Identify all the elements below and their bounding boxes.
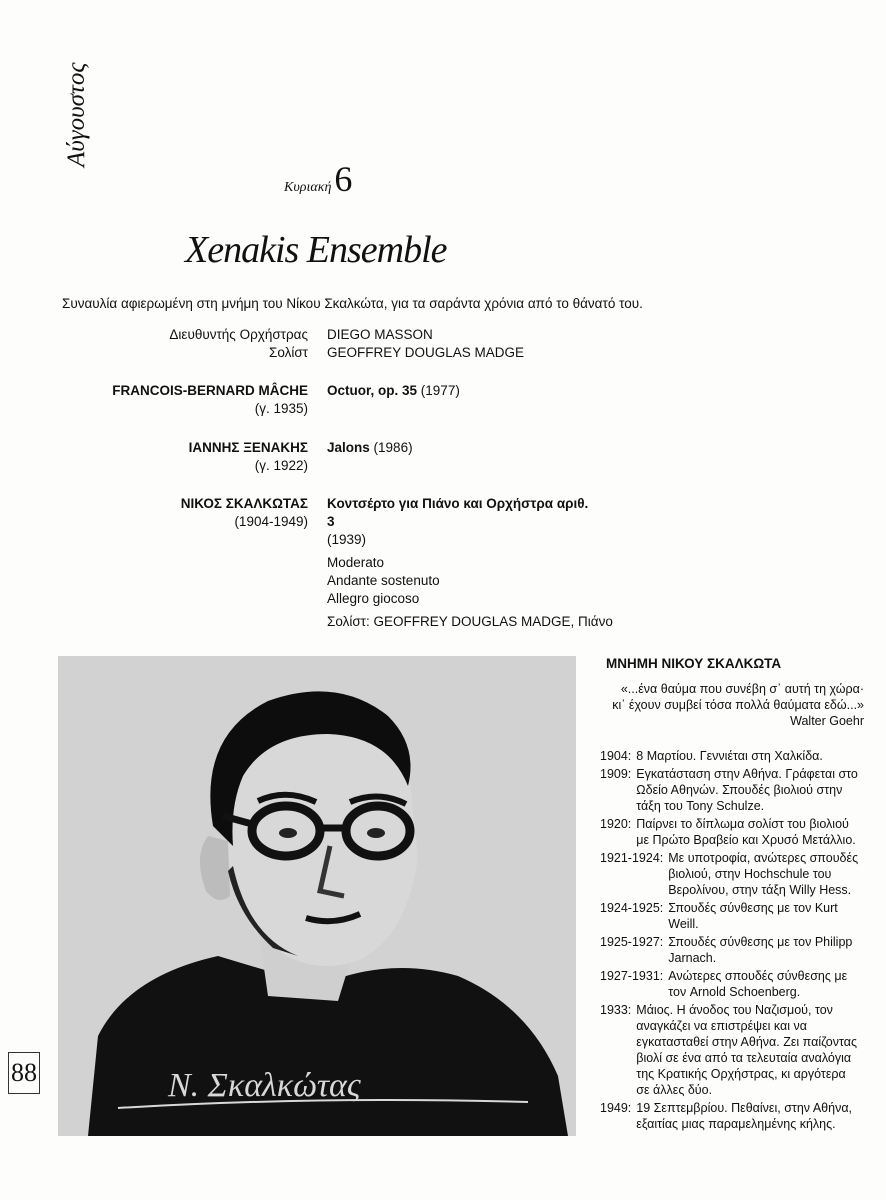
timeline-item (600, 934, 862, 966)
program-work (327, 495, 613, 631)
timeline-text: Παίρνει το δίπλωμα σολίστ του βιολιού με Πρώτο Βραβείο και Χρυσό Μετάλλιο. (636, 817, 856, 847)
portrait-photo (58, 656, 576, 1136)
month-label (46, 40, 106, 170)
concert-subtitle: Συναυλία αφιερωμένη στη μνήμη του Νίκου Σκαλκώτα, για τα σαράντα χρόνια από το θάνατό του. (62, 296, 643, 311)
movement: Andante sostenuto (327, 573, 440, 588)
timeline-text: Ανώτερες σπουδές σύνθεσης με τον Arnold Schoenberg. (668, 969, 848, 999)
timeline-year: 1909: (600, 767, 632, 781)
timeline-item (600, 748, 862, 764)
composer-dates: (γ. 1935) (254, 401, 308, 416)
program-composer (189, 439, 308, 475)
quote-text: «...ένα θαύμα που συνέβη σ᾽ αυτή τη χώρα· κι᾽ έχουν συμβεί τόσα πολλά θαύματα εδώ...» (612, 682, 864, 712)
timeline-item (600, 1002, 862, 1098)
timeline-item (600, 850, 862, 898)
work-year: (1939) (327, 532, 367, 547)
timeline-year: 1920: (600, 817, 632, 831)
timeline-year: 1927-1931: (600, 969, 664, 983)
timeline-text: Με υποτροφία, ανώτερες σπουδές βιολιού, στην Hochschule του Βερολίνου, στην τάξη Willy Hess. (668, 851, 859, 897)
timeline-item (600, 766, 862, 814)
performers-roles (169, 326, 308, 362)
timeline-year: 1904: (600, 749, 632, 763)
signature-text: Ν. Σκαλκώτας (168, 1067, 361, 1104)
soloist-line: Σολίστ: GEOFFREY DOUGLAS MADGE, Πιάνο (327, 614, 613, 629)
work-title: Κοντσέρτο για Πιάνο και Ορχήστρα αριθ. 3 (327, 496, 589, 529)
timeline-text: 19 Σεπτεμβρίου. Πεθαίνει, στην Αθήνα, εξαιτίας μιας παραμελημένης κήλης. (636, 1101, 853, 1131)
timeline-year: 1925-1927: (600, 935, 664, 949)
performers-names (327, 326, 524, 362)
memorial-quote (606, 681, 864, 729)
timeline-year: 1924-1925: (600, 901, 664, 915)
timeline-year: 1949: (600, 1101, 632, 1115)
composer-dates: (1904-1949) (234, 514, 308, 529)
program-composer (112, 382, 308, 418)
timeline-year: 1933: (600, 1003, 632, 1017)
portrait-illustration (58, 656, 576, 1136)
composer-name: FRANCOIS-BERNARD MÂCHE (112, 383, 308, 398)
movement: Allegro giocoso (327, 591, 420, 606)
month-text: Αύγουστος (63, 62, 90, 167)
day-label: Κυριακή (284, 180, 332, 195)
day-heading (284, 158, 352, 200)
composer-dates: (γ. 1922) (254, 458, 308, 473)
timeline-item (600, 968, 862, 1000)
work-year: (1977) (420, 383, 460, 398)
work-title: Octuor, op. 35 (327, 383, 418, 398)
work-title: Jalons (327, 440, 370, 455)
timeline-year: 1921-1924: (600, 851, 664, 865)
timeline-text: Μάιος. Η άνοδος του Ναζισμού, τον αναγκάζει να επιστρέψει και να εγκατασταθεί στην Αθήνα. Ζει παίζοντας βιολί σε ένα από τα τελευταία αναλόγια της Κρατικής Ορχήστρας, κι αργότερα σε άλλες δύο. (636, 1003, 857, 1097)
timeline-item (600, 816, 862, 848)
memorial-title: ΜΝΗΜΗ ΝΙΚΟΥ ΣΚΑΛΚΩΤΑ (606, 656, 782, 671)
timeline-text: 8 Μαρτίου. Γεννιέται στη Χαλκίδα. (636, 749, 823, 763)
timeline-item (600, 900, 862, 932)
composer-name: ΝΙΚΟΣ ΣΚΑΛΚΩΤΑΣ (180, 496, 308, 511)
timeline-text: Σπουδές σύνθεσης με τον Kurt Weill. (668, 901, 838, 931)
performer-role: Σολίστ (268, 345, 308, 360)
timeline (600, 748, 862, 1134)
timeline-text: Σπουδές σύνθεσης με τον Philipp Jarnach. (668, 935, 853, 965)
program-work (327, 382, 460, 400)
performer-role: Διευθυντής Ορχήστρας (169, 327, 308, 342)
quote-author: Walter Goehr (790, 714, 864, 728)
performer-name: DIEGO MASSON (327, 327, 433, 342)
movement: Moderato (327, 555, 385, 570)
program-work (327, 439, 413, 457)
timeline-item (600, 1100, 862, 1132)
day-number: 6 (334, 159, 353, 199)
page-title: Xenakis Ensemble (185, 229, 447, 271)
page-number: 88 (8, 1052, 40, 1094)
performer-name: GEOFFREY DOUGLAS MADGE (327, 345, 525, 360)
program-composer (181, 495, 308, 531)
timeline-text: Εγκατάσταση στην Αθήνα. Γράφεται στο Ωδείο Αθηνών. Σπουδές βιολιού στην τάξη του Tony Schulze. (636, 767, 858, 813)
work-year: (1986) (373, 440, 413, 455)
composer-name: ΙΑΝΝΗΣ ΞΕΝΑΚΗΣ (188, 440, 308, 455)
